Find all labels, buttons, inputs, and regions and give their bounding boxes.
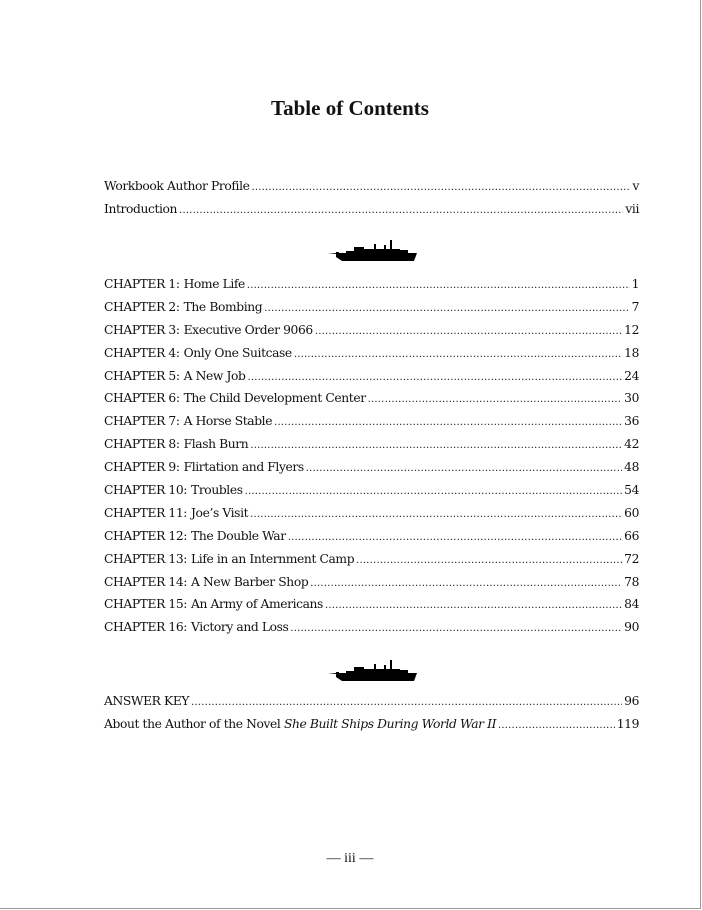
dot-leader bbox=[191, 694, 622, 708]
toc-page-number: vii bbox=[625, 201, 639, 216]
toc-entry-chapter bbox=[104, 391, 639, 414]
chapter-number: CHAPTER 16: bbox=[104, 620, 188, 635]
dot-leader bbox=[290, 620, 622, 634]
dot-leader bbox=[325, 597, 622, 611]
chapter-number: CHAPTER 2: bbox=[104, 299, 180, 314]
dot-leader bbox=[310, 575, 622, 589]
dot-leader bbox=[294, 346, 622, 360]
toc-entry-label: Workbook Author Profile bbox=[104, 179, 250, 193]
chapter-title: An Army of Americans bbox=[191, 597, 323, 612]
dot-leader bbox=[251, 179, 630, 193]
toc-entry-chapter bbox=[104, 575, 639, 598]
toc-entry-about-author bbox=[104, 717, 639, 740]
toc-entry-author-profile bbox=[104, 179, 639, 202]
novel-title: She Built Ships During World War II bbox=[283, 716, 497, 731]
chapter-title: A New Job bbox=[183, 368, 246, 383]
chapter-number: CHAPTER 3: bbox=[104, 322, 180, 337]
chapter-number: CHAPTER 11: bbox=[104, 505, 188, 520]
toc-entry-chapter bbox=[104, 437, 639, 460]
chapter-title: The Bombing bbox=[183, 299, 263, 314]
page-title: Table of Contents bbox=[271, 96, 429, 120]
toc-page-number: 96 bbox=[624, 694, 639, 708]
chapter-title: Joe’s Visit bbox=[191, 505, 249, 520]
dot-leader bbox=[356, 552, 622, 566]
dot-leader bbox=[245, 483, 623, 497]
toc-entry-chapter bbox=[104, 483, 639, 506]
toc-page-number: 78 bbox=[624, 574, 639, 589]
toc-page-number: 72 bbox=[624, 551, 639, 566]
toc-page-number: 54 bbox=[624, 483, 639, 498]
toc-entry-chapter bbox=[104, 506, 639, 529]
dot-leader bbox=[306, 460, 622, 474]
back-matter-list bbox=[104, 694, 639, 740]
toc-entry-chapter bbox=[104, 369, 639, 392]
toc-entry-chapter bbox=[104, 346, 639, 369]
dot-leader bbox=[288, 529, 622, 543]
chapter-number: CHAPTER 8: bbox=[104, 437, 180, 452]
chapter-number: CHAPTER 13: bbox=[104, 551, 188, 566]
dot-leader bbox=[274, 414, 622, 428]
chapter-title: The Double War bbox=[191, 528, 286, 543]
ship-silhouette-icon bbox=[328, 656, 418, 686]
chapter-title: A New Barber Shop bbox=[191, 574, 309, 589]
ship-silhouette-icon bbox=[328, 236, 418, 266]
chapter-list bbox=[104, 277, 639, 643]
dot-leader bbox=[250, 506, 622, 520]
toc-page-number: v bbox=[632, 179, 639, 193]
chapter-title: Flash Burn bbox=[183, 437, 249, 452]
chapter-title: A Horse Stable bbox=[183, 414, 273, 429]
toc-entry-chapter bbox=[104, 323, 639, 346]
chapter-number: CHAPTER 12: bbox=[104, 528, 188, 543]
chapter-title: Executive Order 9066 bbox=[183, 322, 313, 337]
chapter-title: Flirtation and Flyers bbox=[183, 460, 304, 475]
dot-leader bbox=[264, 300, 629, 314]
toc-page-number: 12 bbox=[624, 322, 639, 337]
dot-leader bbox=[247, 277, 630, 291]
toc-page-number: 90 bbox=[624, 620, 639, 635]
toc-entry-chapter bbox=[104, 597, 639, 620]
chapter-number: CHAPTER 4: bbox=[104, 345, 180, 360]
toc-entry-introduction bbox=[104, 202, 639, 225]
dot-leader bbox=[498, 717, 615, 731]
toc-page-number: 30 bbox=[624, 391, 639, 406]
toc-entry-chapter bbox=[104, 300, 639, 323]
chapter-number: CHAPTER 1: bbox=[104, 277, 180, 291]
chapter-title: Only One Suitcase bbox=[183, 345, 292, 360]
chapter-title: Life in an Internment Camp bbox=[191, 551, 355, 566]
chapter-number: CHAPTER 5: bbox=[104, 368, 180, 383]
toc-entry-chapter bbox=[104, 620, 639, 643]
toc-page-number: 66 bbox=[624, 528, 639, 543]
page-number-footer: — iii — bbox=[326, 851, 374, 866]
toc-page-number: 42 bbox=[624, 437, 639, 452]
dot-leader bbox=[247, 369, 622, 383]
toc-page-number: 1 bbox=[631, 277, 639, 291]
chapter-number: CHAPTER 15: bbox=[104, 597, 188, 612]
toc-entry-chapter bbox=[104, 414, 639, 437]
toc-entry-chapter bbox=[104, 529, 639, 552]
toc-page-number: 84 bbox=[624, 597, 639, 612]
dot-leader bbox=[315, 323, 622, 337]
chapter-number: CHAPTER 10: bbox=[104, 483, 188, 498]
toc-entry-answer-key bbox=[104, 694, 639, 717]
toc-page-number: 24 bbox=[624, 368, 639, 383]
chapter-number: CHAPTER 9: bbox=[104, 460, 180, 475]
front-matter-list bbox=[104, 179, 639, 225]
chapter-number: CHAPTER 7: bbox=[104, 414, 180, 429]
toc-page-number: 60 bbox=[624, 505, 639, 520]
toc-page-number: 7 bbox=[631, 299, 639, 314]
chapter-title: Troubles bbox=[191, 483, 243, 498]
dot-leader bbox=[179, 202, 623, 216]
toc-entry-chapter bbox=[104, 460, 639, 483]
toc-page-number: 48 bbox=[624, 460, 639, 475]
toc-page-number: 18 bbox=[624, 345, 639, 360]
toc-entry-label: Introduction bbox=[104, 201, 178, 216]
toc-entry-label: About the Author of the Novel bbox=[104, 716, 284, 731]
toc-entry-label: ANSWER KEY bbox=[104, 694, 190, 708]
chapter-title: The Child Development Center bbox=[183, 391, 366, 406]
toc-page-number: 36 bbox=[624, 414, 639, 429]
chapter-number: CHAPTER 14: bbox=[104, 574, 188, 589]
dot-leader bbox=[250, 437, 622, 451]
chapter-title: Home Life bbox=[183, 277, 245, 291]
toc-entry-chapter bbox=[104, 552, 639, 575]
chapter-title: Victory and Loss bbox=[191, 620, 289, 635]
toc-entry-chapter bbox=[104, 277, 639, 300]
toc-page-number: 119 bbox=[616, 716, 639, 731]
chapter-number: CHAPTER 6: bbox=[104, 391, 180, 406]
dot-leader bbox=[368, 391, 622, 405]
